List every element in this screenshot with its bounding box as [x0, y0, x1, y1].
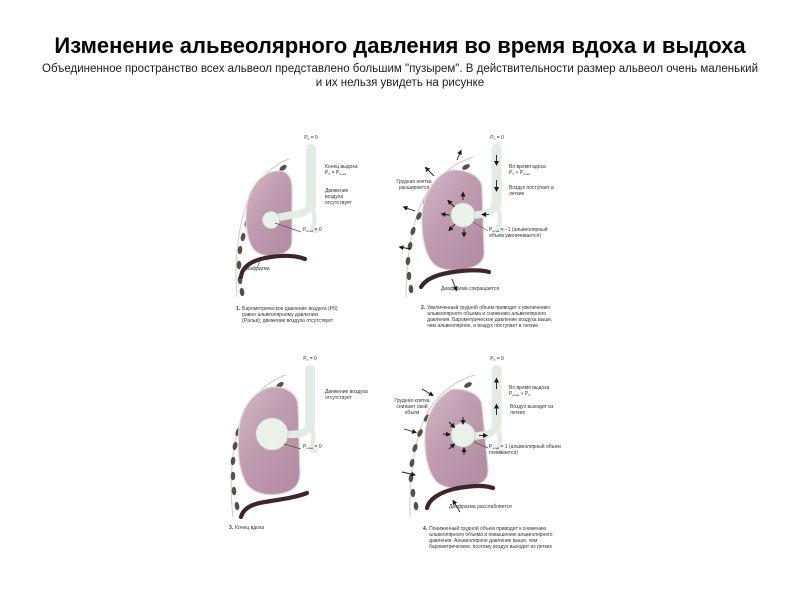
- caption-2: 2. Увеличенный грудной объем приводит к увеличению альвеолярного объема и снижению альвеолярного давления. Барометрическое давление воздуха выше, чем альвеолярное, и воздух поступает в легкие: [421, 305, 553, 329]
- alveolar-pressure-label: $P_{альв} = -1$ (альвеолярный объем увеличивается): [489, 227, 548, 239]
- barometric-pressure-label: $P_б = 0$: [303, 356, 317, 362]
- diaphragm-label: Диафрагма сокращается: [441, 286, 500, 292]
- panel-3-end-of-inhalation: [228, 356, 395, 528]
- caption-4: 4. Пониженный грудной объем приводит к снижению альвеолярного объема и повышению альвеолярного давления. Альвеолярное давление выше, чем барометрическое, поэтому воздух выходит из легких: [423, 526, 553, 550]
- chest-label: Грудная клетка расширяется: [396, 179, 432, 191]
- diaphragm: [241, 493, 307, 517]
- diaphragm-label: Диафрагма расслабляется: [449, 504, 512, 510]
- alveolus: [451, 423, 475, 447]
- phase-label: Во время выдоха $P_{альв} > P_б$: [509, 385, 550, 397]
- lung-illustration-3: [228, 356, 395, 528]
- diaphragm: [421, 270, 489, 287]
- alveolar-pressure-label: $P_{альв} = 1$ (альвеолярный объем понижается): [489, 444, 561, 456]
- alveolar-pressure-label: $P_{альв} = 0$: [303, 227, 322, 233]
- airflow-label: Движение воздуха отсутствует: [325, 389, 368, 401]
- panel-2-inhalation: [393, 134, 573, 306]
- caption-3: 3. Конец вдоха: [229, 525, 265, 531]
- alveolus: [263, 212, 280, 229]
- lung-illustration-2: [393, 134, 573, 306]
- phase-label: Во время вдоха $P_б > P_{альв}$: [509, 164, 546, 176]
- barometric-pressure-label: $P_б = 0$: [490, 356, 504, 362]
- panel-1-end-of-exhalation: [228, 134, 395, 306]
- phase-label: Конец выдоха $P_б = P_{альв}$: [325, 164, 358, 176]
- airflow-label: Движение воздуха отсутствует: [325, 188, 352, 206]
- page-subtitle: Объединенное пространство всех альвеол представлено большим "пузырем". В действительности размер альвеол очень маленький и их нельзя увидеть на рисунке: [42, 63, 758, 90]
- lung-illustration-4: [393, 356, 573, 528]
- airflow-label: Воздух поступает в легкие: [509, 185, 554, 197]
- airflow-label: Воздух выходит из легких: [510, 404, 554, 416]
- alveolus: [256, 418, 288, 450]
- barometric-pressure-label: $P_б = 0$: [304, 135, 318, 141]
- barometric-pressure-label: $P_б = 0$: [490, 135, 504, 141]
- diaphragm-label: Диафрагма: [243, 266, 270, 272]
- lung-illustration-1: [228, 134, 395, 306]
- panel-4-exhalation: [393, 356, 573, 528]
- caption-1: 1. Барометрическое давление воздуха (Pб) равно альвеолярному давлению (Pальв); движение воздуха отсутствует: [236, 306, 338, 324]
- chest-label: Грудная клетка снижает свой объем: [394, 398, 430, 416]
- page-title: Изменение альвеолярного давления во время вдоха и выдоха: [54, 33, 746, 58]
- alveolar-pressure-label: $P_{альв} = 0$: [303, 444, 322, 450]
